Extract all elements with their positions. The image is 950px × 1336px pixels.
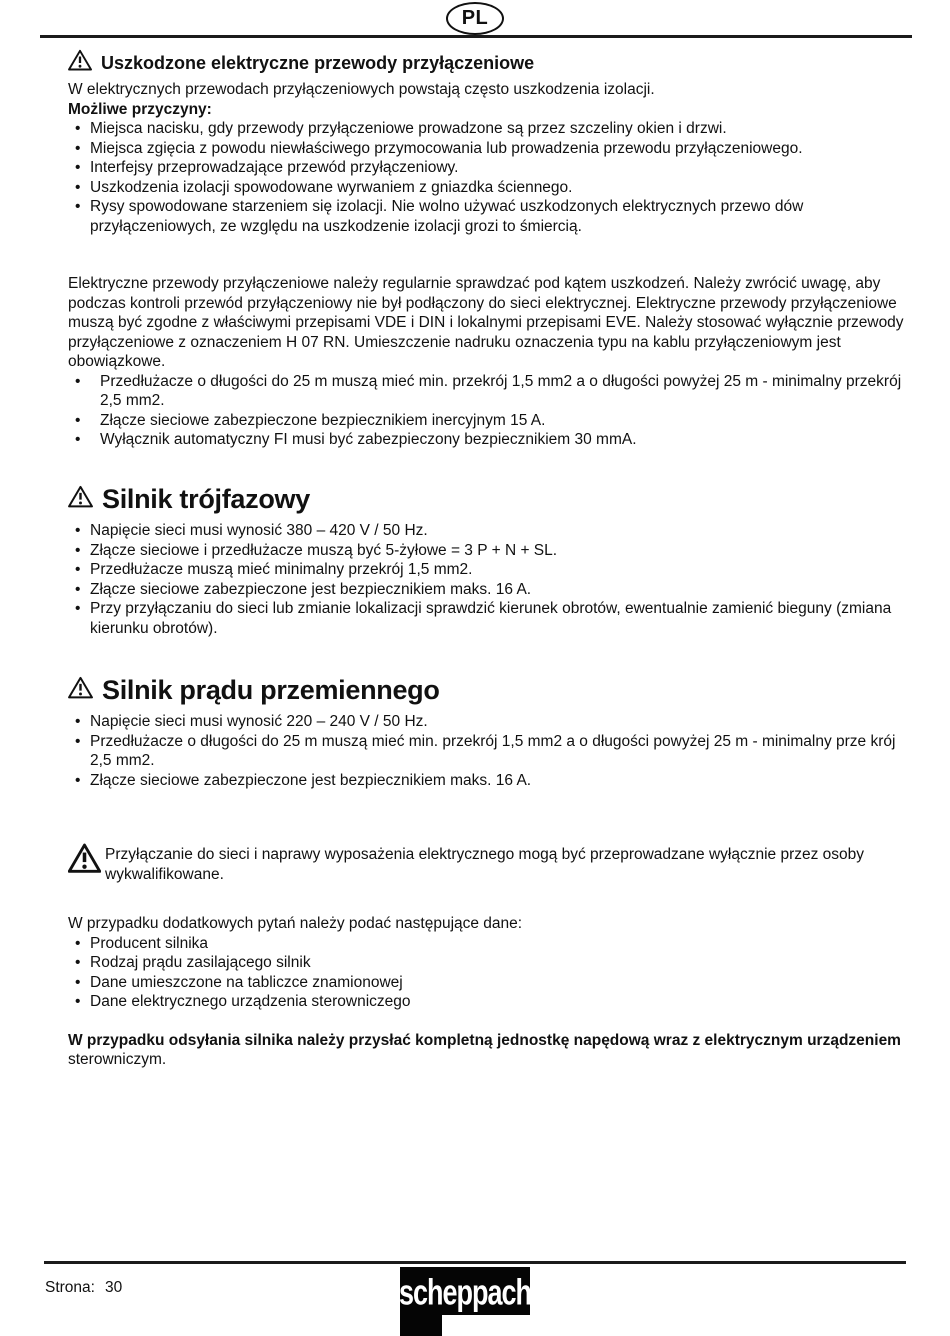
three-phase-list xyxy=(68,521,908,638)
list-item: • Wyłącznik automatyczny FI musi być zabezpieczony bezpiecznikiem 30 mmA. xyxy=(68,430,908,450)
list-item: • Przedłużacze muszą mieć minimalny przekrój 1,5 mm2. xyxy=(68,560,908,580)
qualified-persons-warning xyxy=(68,845,908,884)
scheppach-logo-text: scheppach xyxy=(398,1272,532,1313)
section3-title: Silnik prądu przemiennego xyxy=(102,675,440,705)
scheppach-logo xyxy=(400,1267,530,1315)
warning-triangle-icon xyxy=(68,843,101,873)
list-item: • Miejsca nacisku, gdy przewody przyłączeniowe prowadzone są przez szczeliny okien i drzwi. xyxy=(68,119,908,139)
footer-divider xyxy=(44,1261,906,1264)
return-note-regular: sterowniczym. xyxy=(68,1051,167,1068)
page-number-label: Strona: xyxy=(45,1279,95,1296)
return-note xyxy=(68,1031,908,1070)
list-item: • Napięcie sieci musi wynosić 380 – 420 V / 50 Hz. xyxy=(68,521,908,541)
list-item: • Przedłużacze o długości do 25 m muszą mieć min. przekrój 1,5 mm2 a o długości powyżej 25 m - minimalny prze krój 2,5 mm2. xyxy=(68,732,908,771)
requirements-list xyxy=(68,372,908,450)
list-item: • Uszkodzenia izolacji spowodowane wyrwaniem z gniazdka ściennego. xyxy=(68,178,908,198)
list-item: • Złącze sieciowe i przedłużacze muszą być 5-żyłowe = 3 P + N + SL. xyxy=(68,541,908,561)
page-number xyxy=(45,1278,132,1298)
list-item: • Złącze sieciowe zabezpieczone bezpiecznikiem inercyjnym 15 A. xyxy=(68,411,908,431)
section1-intro: W elektrycznych przewodach przyłączeniowych powstają często uszkodzenia izolacji. xyxy=(68,81,655,98)
warning-triangle-icon xyxy=(68,675,93,705)
list-item: • Rysy spowodowane starzeniem się izolacji. Nie wolno używać uszkodzonych elektrycznych przewo dów przyłączeniowych, ze względu na uszkodzenie izolacji grozi to śmiercią. xyxy=(68,197,908,236)
language-badge-label: PL xyxy=(461,6,489,29)
page-number-value: 30 xyxy=(104,1279,123,1296)
scheppach-logo-tab xyxy=(400,1315,442,1336)
warning-triangle-icon xyxy=(68,484,93,514)
section1-causes-label: Możliwe przyczyny: xyxy=(68,100,212,118)
section-ac-motor xyxy=(68,675,908,790)
ac-motor-list xyxy=(68,712,908,790)
list-item: • Złącze sieciowe zabezpieczone jest bezpiecznikiem maks. 16 A. xyxy=(68,771,908,791)
return-note-bold: W przypadku odsyłania silnika należy przysłać kompletną jednostkę napędową wraz z elektrycznym urządzeniem xyxy=(68,1031,901,1049)
header-divider xyxy=(40,35,912,38)
causes-list xyxy=(68,119,908,236)
section1-title: Uszkodzone elektryczne przewody przyłączeniowe xyxy=(101,53,535,73)
list-item: • Miejsca zgięcia z powodu niewłaściwego przymocowania lub prowadzenia przewodu przyłączeniowego. xyxy=(68,139,908,159)
list-item: • Przedłużacze o długości do 25 m muszą mieć min. przekrój 1,5 mm2 a o długości powyżej 25 m - minimalny przekrój 2,5 mm2. xyxy=(68,372,908,411)
section-damaged-cables xyxy=(68,49,908,450)
list-item: • Rodzaj prądu zasilającego silnik xyxy=(68,953,908,973)
section3-heading xyxy=(68,675,908,705)
section1-paragraph: Elektryczne przewody przyłączeniowe należy regularnie sprawdzać pod kątem uszkodzeń. Należy zwrócić uwagę, aby podczas kontroli przewód przyłączeniowy nie był podłączony do sieci elektrycznej. Elektryczne przewody przyłączeniowe muszą być zgodne z właściwymi przepisami VDE i DIN i lokalnymi przepisami EVE. Należy stosować wyłącznie przewody przyłączeniowe z oznaczeniem H 07 RN. Umieszczenie nadruku oznaczenia typu na kablu przyłączeniowym jest obowiązkowe. xyxy=(68,275,904,370)
section-three-phase-motor xyxy=(68,484,908,638)
language-badge xyxy=(446,2,504,35)
section2-heading xyxy=(68,484,908,514)
list-item: • Dane elektrycznego urządzenia sterowniczego xyxy=(68,992,908,1012)
warning-text: Przyłączanie do sieci i naprawy wyposażenia elektrycznego mogą być przeprowadzane wyłącznie przez osoby wykwalifikowane. xyxy=(105,846,865,883)
warning-triangle-icon xyxy=(68,49,92,77)
list-item: • Dane umieszczone na tabliczce znamionowej xyxy=(68,973,908,993)
section-notes xyxy=(68,845,908,1070)
list-item: • Przy przyłączaniu do sieci lub zmianie lokalizacji sprawdzić kierunek obrotów, ewentualnie zamienić bieguny (zmiana kierunku obrotów). xyxy=(68,599,908,638)
section1-heading xyxy=(68,49,908,77)
list-item: • Napięcie sieci musi wynosić 220 – 240 V / 50 Hz. xyxy=(68,712,908,732)
required-data-list xyxy=(68,934,908,1012)
list-item: • Producent silnika xyxy=(68,934,908,954)
questions-intro: W przypadku dodatkowych pytań należy podać następujące dane: xyxy=(68,915,523,932)
section2-title: Silnik trójfazowy xyxy=(102,484,310,514)
list-item: • Interfejsy przeprowadzające przewód przyłączeniowy. xyxy=(68,158,908,178)
list-item: • Złącze sieciowe zabezpieczone jest bezpiecznikiem maks. 16 A. xyxy=(68,580,908,600)
